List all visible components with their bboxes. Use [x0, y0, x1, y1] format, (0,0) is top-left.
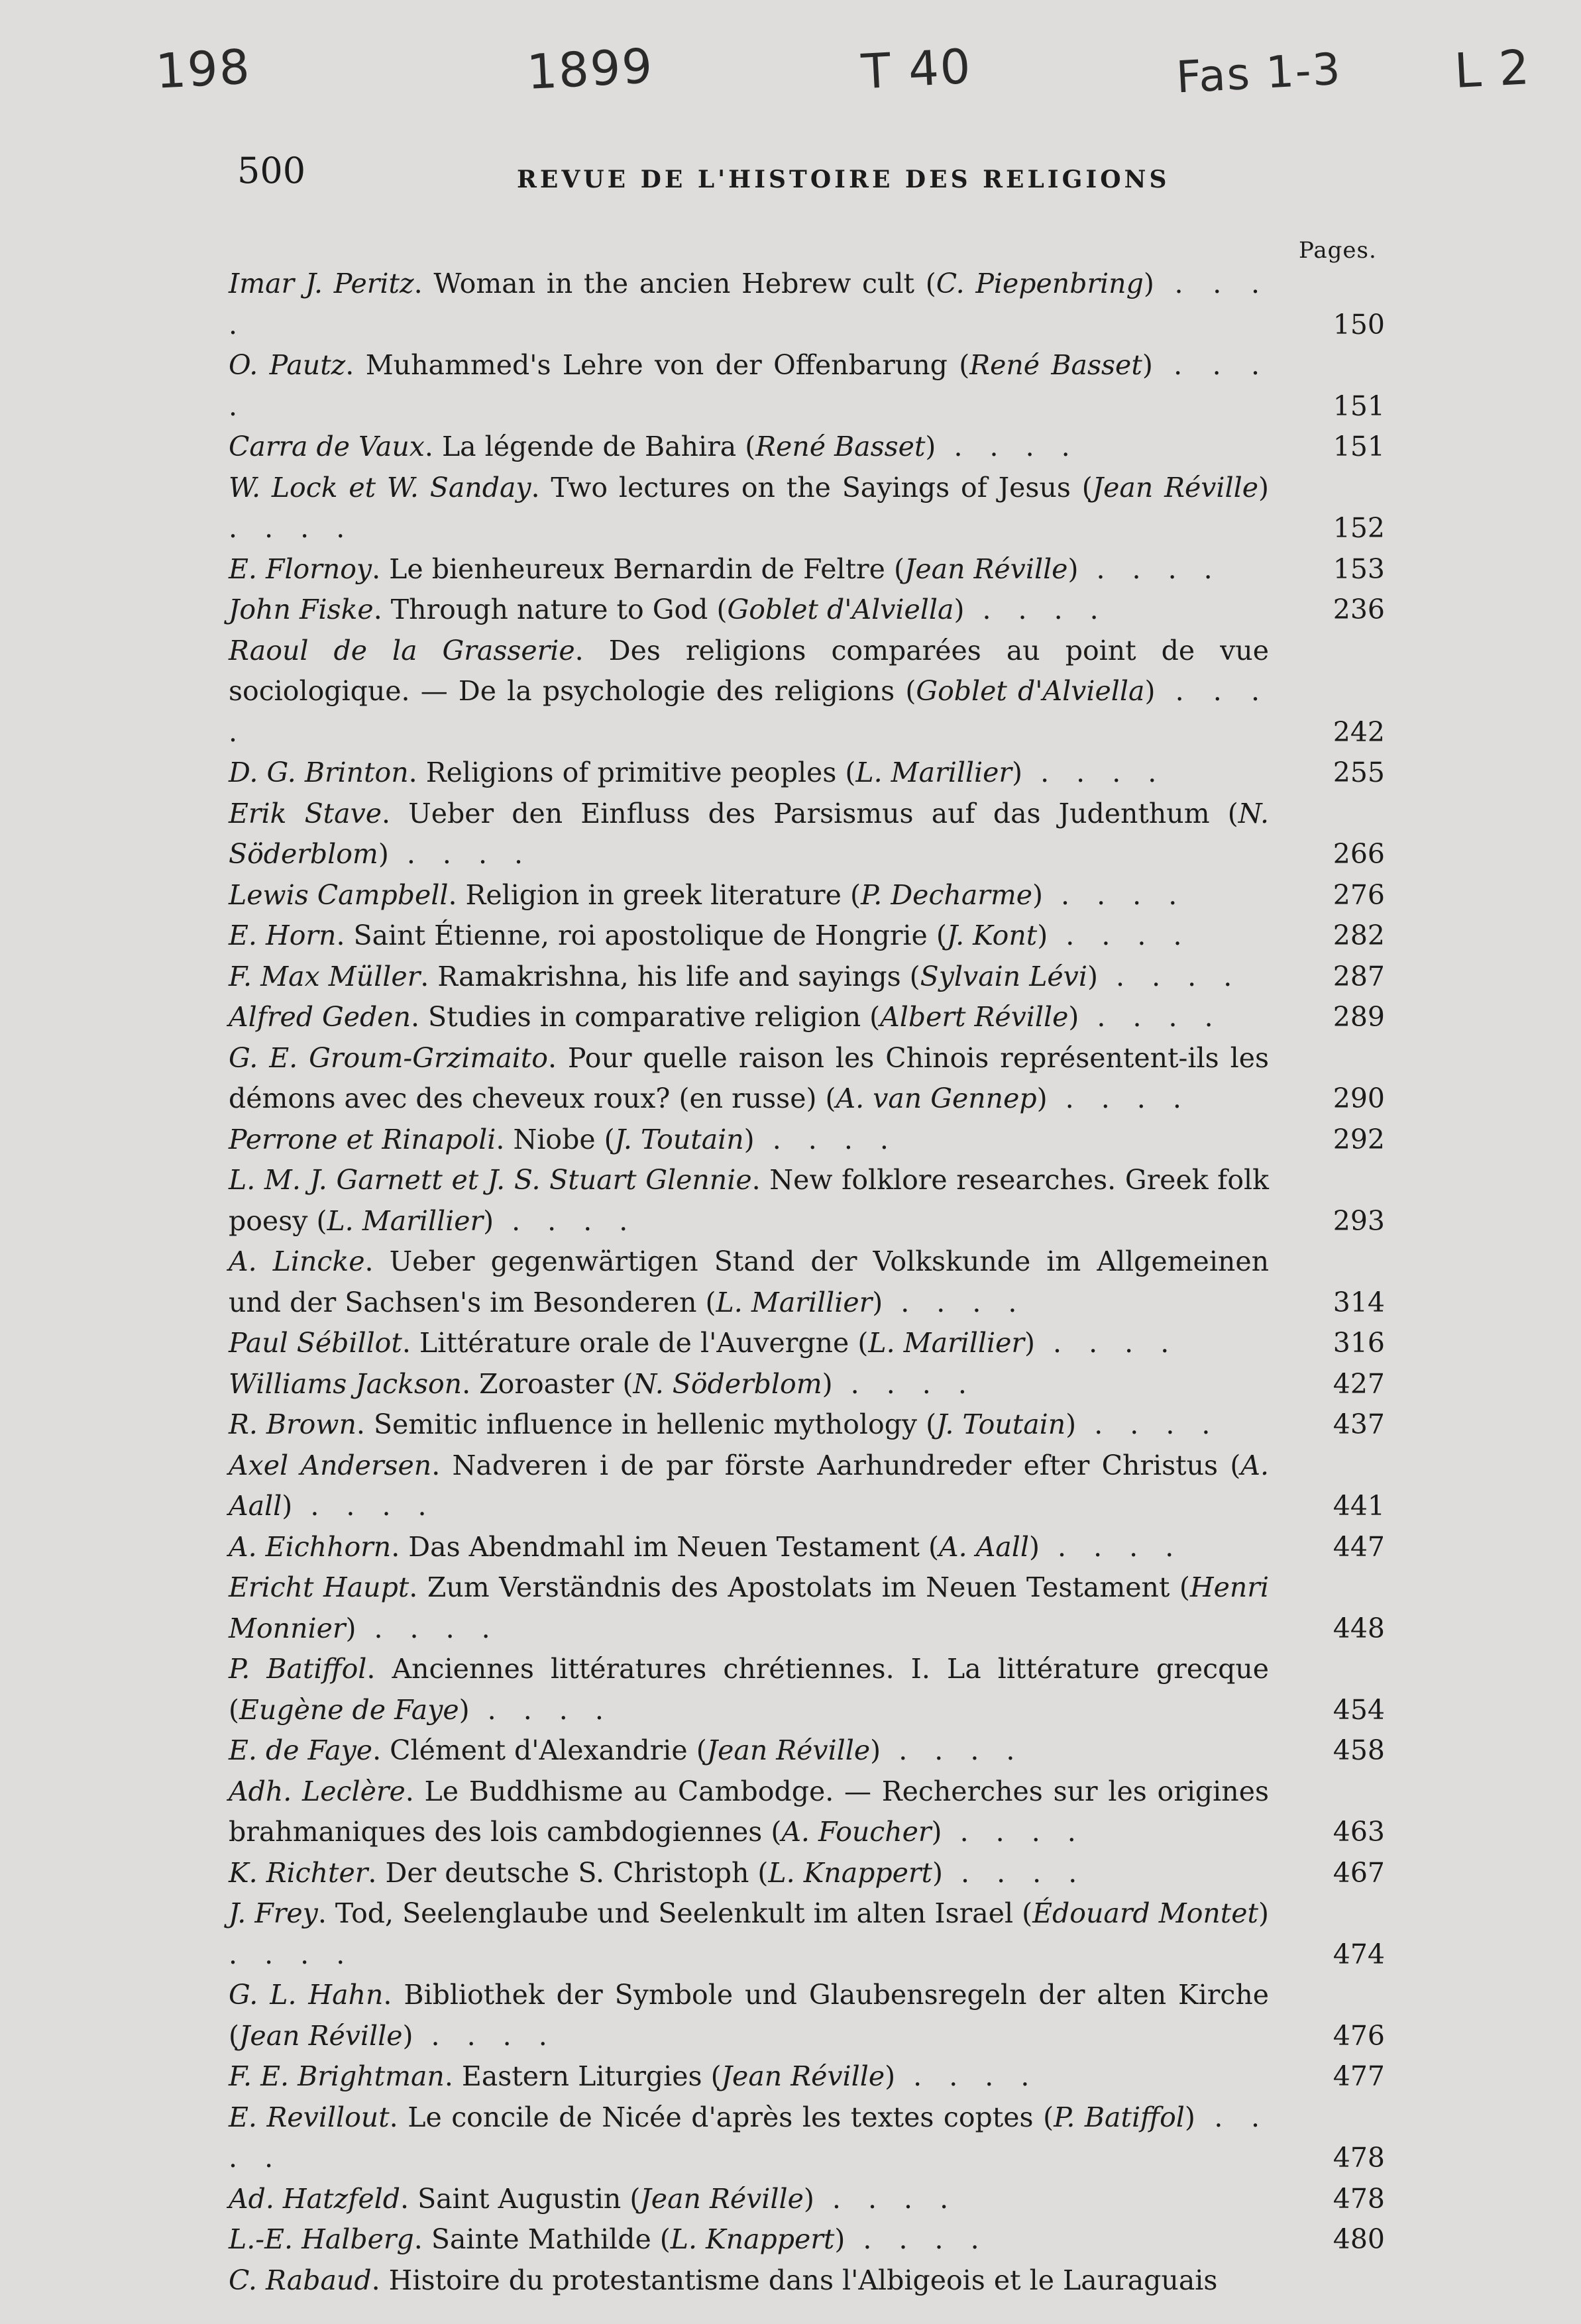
entry-text: Ad. Hatzfeld. Saint Augustin (Jean Réville) . . . .	[229, 2182, 958, 2215]
leader-dots: . . . .	[895, 2060, 1039, 2092]
entry-reviewer: Jean Réville	[706, 1734, 871, 1766]
leader-dots: . . . .	[881, 1734, 1024, 1766]
entry-author: C. Rabaud	[229, 2264, 372, 2296]
entry-title: Semitic influence in hellenic mythology	[373, 1408, 918, 1440]
entry-page: 292	[1333, 1123, 1385, 1155]
entry-author: D. G. Brinton	[229, 757, 409, 788]
index-entry	[229, 1567, 1385, 1649]
entry-page: 316	[1333, 1327, 1385, 1359]
entry-title: Religions of primitive peoples	[425, 757, 837, 788]
entry-author: R. Brown	[229, 1408, 356, 1440]
entry-page: 282	[1333, 920, 1385, 951]
entry-title: Der deutsche S. Christoph	[385, 1856, 749, 1889]
entry-text: Imar J. Peritz. Woman in the ancien Hebrew cult (C. Piepenbring) . . . .	[229, 268, 1270, 341]
entry-author: John Fiske	[229, 594, 374, 625]
index-entry	[229, 468, 1385, 549]
entry-page: 242	[1333, 715, 1385, 748]
index-entry	[229, 794, 1385, 875]
entry-author: Lewis Campbell	[229, 878, 449, 911]
leader-dots: . . . .	[754, 1123, 898, 1155]
entry-text: Williams Jackson. Zoroaster (N. Söderblom) . . . .	[229, 1367, 976, 1400]
entry-text: E. Horn. Saint Étienne, roi apostolique de Hongrie (J. Kont) . . . .	[229, 920, 1191, 951]
entry-author: Axel Andersen	[229, 1449, 432, 1481]
index-entry	[229, 264, 1385, 345]
entry-author: E. de Faye	[229, 1734, 373, 1766]
index-entry	[229, 1975, 1385, 2056]
leader-dots: . . . .	[229, 268, 1270, 341]
leader-dots: . . . .	[1043, 878, 1187, 911]
index-entry	[229, 1730, 1385, 1771]
entry-title: Ramakrishna, his life and sayings	[437, 960, 901, 992]
page-number: 500	[237, 150, 306, 191]
entry-title: Sainte Mathilde	[431, 2223, 651, 2255]
entry-text: F. E. Brightman. Eastern Liturgies (Jean Réville) . . . .	[229, 2060, 1039, 2092]
entry-text: Perrone et Rinapoli. Niobe (J. Toutain) . . . .	[229, 1123, 898, 1155]
entry-title: Ueber den Einfluss des Parsismus auf das Judenthum	[408, 797, 1210, 829]
leader-dots: . . . .	[1076, 1408, 1220, 1440]
entry-title: Niobe	[513, 1123, 596, 1155]
entry-text: Carra de Vaux. La légende de Bahira (René Basset) . . . .	[229, 431, 1079, 462]
entry-page: 427	[1333, 1367, 1385, 1400]
entry-title: Zoroaster	[479, 1367, 614, 1400]
entry-reviewer: A. van Gennep	[836, 1083, 1037, 1114]
leader-dots: . . . .	[1047, 1083, 1191, 1114]
leader-dots: . . . .	[229, 675, 1269, 748]
leader-dots: . . . .	[388, 838, 533, 870]
leader-dots: . . . .	[814, 2182, 958, 2215]
entry-page: 478	[1333, 2142, 1385, 2174]
leader-dots: . . . .	[943, 1856, 1087, 1889]
entry-reviewer: C. Piepenbring	[936, 268, 1144, 299]
entry-page: 454	[1333, 1693, 1385, 1726]
leader-dots: . . . .	[494, 1204, 637, 1237]
index-entry	[229, 2260, 1385, 2301]
entry-text: W. Lock et W. Sanday. Two lectures on the Sayings of Jesus (Jean Réville) . . . .	[229, 471, 1270, 544]
entry-text: C. Rabaud. Histoire du protestantisme dans l'Albigeois et le Lauraguais	[229, 2264, 1218, 2296]
entry-author: K. Richter	[229, 1856, 368, 1889]
leader-dots: . . . .	[942, 1816, 1085, 1848]
leader-dots: . . . .	[229, 349, 1270, 422]
entry-author: W. Lock et W. Sanday	[229, 471, 531, 503]
entry-text: P. Batiffol. Anciennes littératures chrétiennes. I. La littérature grecque (Eugène de Faye) . . . .	[229, 1653, 1269, 1726]
leader-dots: . . . .	[229, 512, 354, 544]
entry-page: 151	[1333, 431, 1385, 462]
leader-dots: . . . .	[1035, 1327, 1179, 1359]
entry-page: 293	[1333, 1204, 1385, 1237]
entry-title: Le concile de Nicée d'après les textes coptes	[408, 2101, 1034, 2133]
entry-author: Adh. Leclère	[229, 1775, 406, 1807]
leader-dots: . . . .	[413, 2019, 557, 2052]
entry-author: L.-E. Halberg	[229, 2223, 414, 2255]
entry-page: 441	[1333, 1490, 1385, 1522]
entry-title: Des religions comparées au point de vue sociologique. — De la psychologie des religions	[229, 634, 1269, 707]
entry-title: Das Abendmahl im Neuen Testament	[408, 1530, 920, 1563]
index-entry	[229, 590, 1385, 631]
leader-dots: . . . .	[469, 1693, 613, 1726]
entry-reviewer: P. Batiffol	[1054, 2101, 1185, 2133]
entry-text: Paul Sébillot. Littérature orale de l'Auvergne (L. Marillier) . . . .	[229, 1327, 1179, 1359]
entry-page: 474	[1333, 1938, 1385, 1970]
entry-reviewer: J. Toutain	[936, 1408, 1066, 1440]
entry-page: 437	[1333, 1408, 1385, 1440]
index-entry	[229, 2179, 1385, 2220]
entry-author: Paul Sébillot	[229, 1327, 402, 1359]
entry-title: Saint Étienne, roi apostolique de Hongrie	[353, 920, 928, 951]
entry-title: Through nature to God	[390, 594, 708, 625]
entry-text: F. Max Müller. Ramakrishna, his life and sayings (Sylvain Lévi) . . . .	[229, 960, 1242, 992]
entry-author: E. Revillout	[229, 2101, 390, 2133]
entry-text: E. de Faye. Clément d'Alexandrie (Jean Réville) . . . .	[229, 1734, 1024, 1766]
entry-text: Lewis Campbell. Religion in greek literature (P. Decharme) . . . .	[229, 878, 1187, 911]
leader-dots: . . . .	[845, 2223, 989, 2255]
leader-dots: . . . .	[1078, 553, 1222, 585]
entry-page: 153	[1333, 553, 1385, 585]
entry-reviewer: L. Knappert	[768, 1856, 933, 1889]
entry-author: Ericht Haupt	[229, 1571, 409, 1603]
entry-author: L. M. J. Garnett et J. S. Stuart Glennie	[229, 1164, 752, 1196]
entry-reviewer: A. Aall	[229, 1449, 1269, 1522]
index-entry	[229, 1446, 1385, 1527]
entry-title: Tod, Seelenglaube und Seelenkult im alten Israel	[335, 1897, 1014, 1929]
entry-page: 447	[1333, 1530, 1385, 1563]
entry-reviewer: Édouard Montet	[1032, 1897, 1259, 1929]
index-entry	[229, 753, 1385, 794]
index-entry	[229, 2056, 1385, 2097]
entry-reviewer: Jean Réville	[239, 2019, 403, 2052]
entry-page: 266	[1333, 838, 1385, 870]
entry-reviewer: Jean Réville	[721, 2060, 885, 2092]
entry-title: Littérature orale de l'Auvergne	[419, 1327, 849, 1359]
entry-author: A. Eichhorn	[229, 1530, 392, 1563]
leader-dots: . . . .	[1079, 1001, 1223, 1033]
entry-page: 314	[1333, 1286, 1385, 1318]
index-entry	[229, 631, 1385, 753]
entry-author: E. Horn	[229, 920, 337, 951]
entry-page: 477	[1333, 2060, 1385, 2092]
index-entry	[229, 1323, 1385, 1364]
entry-reviewer: Jean Réville	[1092, 471, 1259, 503]
entry-page: 150	[1333, 308, 1385, 341]
index-entry	[229, 875, 1385, 916]
entry-text: Axel Andersen. Nadveren i de par förste Aarhundreder efter Christus (A. Aall) . . . .	[229, 1449, 1269, 1522]
entry-text: E. Revillout. Le concile de Nicée d'après les textes coptes (P. Batiffol) . . . .	[229, 2101, 1269, 2174]
entry-author: Raoul de la Grasserie	[229, 634, 575, 666]
entry-title: Eastern Liturgies	[461, 2060, 702, 2092]
leader-dots: . . . .	[832, 1367, 976, 1400]
entry-reviewer: Henri Monnier	[229, 1571, 1269, 1644]
entry-title: La légende de Bahira	[441, 431, 737, 462]
entry-title: Bibliothek der Symbole und Glaubensregeln der alten Kirche	[404, 1979, 1269, 2011]
entry-reviewer: A. Foucher	[781, 1816, 932, 1848]
entry-reviewer: Goblet d'Alviella	[916, 675, 1145, 707]
entry-text: John Fiske. Through nature to God (Goblet d'Alviella) . . . .	[229, 594, 1108, 625]
index-entry	[229, 1120, 1385, 1161]
entry-reviewer: L. Marillier	[327, 1204, 484, 1237]
entry-page: 480	[1333, 2223, 1385, 2255]
entry-author: A. Lincke	[229, 1245, 365, 1277]
entry-text: L.-E. Halberg. Sainte Mathilde (L. Knappert) . . . .	[229, 2223, 989, 2255]
index-entry	[229, 1771, 1385, 1853]
entry-text: Erik Stave. Ueber den Einfluss des Parsismus auf das Judenthum (N. Söderblom) . . . .	[229, 797, 1269, 870]
entry-reviewer: Jean Réville	[904, 553, 1068, 585]
entry-reviewer: L. Marillier	[868, 1327, 1024, 1359]
entry-text: Raoul de la Grasserie. Des religions comparées au point de vue sociologique. — De la psychologie des religions (Goblet d'Alviella) . . . .	[229, 634, 1269, 748]
entry-author: O. Pautz	[229, 349, 346, 381]
entry-reviewer: Goblet d'Alviella	[727, 594, 954, 625]
leader-dots: . . . .	[964, 594, 1108, 625]
entry-author: J. Frey	[229, 1897, 318, 1929]
handwritten-note-5: L 2	[1452, 39, 1532, 99]
entry-reviewer: L. Marillier	[855, 757, 1012, 788]
entry-title: Le bienheureux Bernardin de Feltre	[389, 553, 885, 585]
index-entry	[229, 2219, 1385, 2260]
entry-reviewer: P. Decharme	[860, 878, 1033, 911]
index-entry	[229, 957, 1385, 998]
index-entry	[229, 1160, 1385, 1241]
entry-title: Histoire du protestantisme dans l'Albigeois et le Lauraguais	[388, 2264, 1218, 2296]
entry-text: E. Flornoy. Le bienheureux Bernardin de Feltre (Jean Réville) . . . .	[229, 553, 1222, 585]
entry-author: Perrone et Rinapoli	[229, 1123, 496, 1155]
index-entry	[229, 1893, 1385, 1975]
leader-dots: . . . .	[1039, 1530, 1183, 1563]
leader-dots: . . . .	[936, 431, 1079, 462]
index-entry	[229, 2097, 1385, 2179]
leader-dots: . . . .	[1022, 757, 1166, 788]
index-entry	[229, 1853, 1385, 1894]
index-entries	[229, 264, 1385, 2301]
entry-author: Imar J. Peritz	[229, 268, 414, 299]
entry-reviewer: René Basset	[755, 431, 926, 462]
entry-page: 152	[1333, 512, 1385, 544]
entry-page: 236	[1333, 594, 1385, 625]
leader-dots: . . . .	[229, 1938, 354, 1970]
entry-title: Clément d'Alexandrie	[390, 1734, 688, 1766]
entry-reviewer: Eugène de Faye	[239, 1693, 459, 1726]
entry-page: 287	[1333, 960, 1385, 992]
entry-page: 476	[1333, 2019, 1385, 2052]
entry-page: 289	[1333, 1001, 1385, 1033]
entry-reviewer: L. Knappert	[670, 2223, 835, 2255]
index-entry	[229, 997, 1385, 1038]
entry-title: Nadveren i de par förste Aarhundreder efter Christus	[452, 1449, 1219, 1481]
entry-reviewer: Jean Réville	[640, 2182, 804, 2215]
pages-column-header: Pages.	[1299, 237, 1377, 264]
entry-page: 290	[1333, 1083, 1385, 1114]
entry-author: G. L. Hahn	[229, 1979, 384, 2011]
entry-author: Erik Stave	[229, 797, 382, 829]
entry-text: J. Frey. Tod, Seelenglaube und Seelenkult im alten Israel (Édouard Montet) . . . .	[229, 1897, 1270, 1970]
entry-reviewer: René Basset	[969, 349, 1142, 381]
entry-page: 448	[1333, 1612, 1385, 1644]
entry-author: Alfred Geden	[229, 1001, 411, 1033]
entry-author: G. E. Groum-Grzimaito	[229, 1041, 548, 1074]
entry-title: Studies in comparative religion	[428, 1001, 861, 1033]
entry-text: Alfred Geden. Studies in comparative religion (Albert Réville) . . . .	[229, 1001, 1223, 1033]
leader-dots: . . . .	[1097, 960, 1242, 992]
entry-reviewer: L. Marillier	[716, 1286, 873, 1318]
entry-text: A. Lincke. Ueber gegenwärtigen Stand der Volkskunde im Allgemeinen und der Sachsen's im Besonderen (L. Marillier) . . . .	[229, 1245, 1270, 1318]
entry-title: Two lectures on the Sayings of Jesus	[551, 471, 1071, 503]
leader-dots: . . . .	[229, 2101, 1269, 2174]
entry-text: Ericht Haupt. Zum Verständnis des Apostolats im Neuen Testament (Henri Monnier) . . . .	[229, 1571, 1269, 1644]
entry-text: R. Brown. Semitic influence in hellenic mythology (J. Toutain) . . . .	[229, 1408, 1220, 1440]
entry-text: K. Richter. Der deutsche S. Christoph (L. Knappert) . . . .	[229, 1856, 1087, 1889]
entry-page: 467	[1333, 1856, 1385, 1889]
entry-reviewer: J. Toutain	[614, 1123, 744, 1155]
index-entry	[229, 1527, 1385, 1568]
handwritten-note-4: Fas 1-3	[1175, 43, 1343, 103]
handwritten-note-3: T 40	[859, 38, 973, 100]
entry-author: E. Flornoy	[229, 553, 372, 585]
entry-reviewer: N. Söderblom	[229, 797, 1269, 870]
entry-page: 151	[1333, 390, 1385, 422]
handwritten-note-1: 198	[154, 38, 252, 99]
entry-page: 478	[1333, 2182, 1385, 2215]
entry-title: Ueber gegenwärtigen Stand der Volkskunde im Allgemeinen und der Sachsen's im Besonderen	[229, 1245, 1270, 1318]
index-entry	[229, 1404, 1385, 1446]
entry-text: D. G. Brinton. Religions of primitive peoples (L. Marillier) . . . .	[229, 757, 1166, 788]
leader-dots: . . . .	[1048, 920, 1191, 951]
leader-dots: . . . .	[292, 1490, 436, 1522]
index-entry	[229, 1364, 1385, 1405]
entry-title: Pour quelle raison les Chinois représentent-ils les démons avec des cheveux roux? (en russe)	[229, 1041, 1269, 1114]
entry-page: 255	[1333, 757, 1385, 788]
leader-dots: . . . .	[356, 1612, 500, 1644]
entry-text: A. Eichhorn. Das Abendmahl im Neuen Testament (A. Aall) . . . .	[229, 1530, 1183, 1563]
entry-title: Woman in the ancien Hebrew cult	[433, 268, 914, 299]
index-entry	[229, 1241, 1385, 1323]
entry-title: Saint Augustin	[417, 2182, 622, 2215]
leader-dots: . . . .	[883, 1286, 1026, 1318]
entry-text: G. E. Groum-Grzimaito. Pour quelle raison les Chinois représentent-ils les démons avec des cheveux roux? (en russe) (A. van Gennep) . . . .	[229, 1041, 1269, 1114]
index-entry	[229, 1649, 1385, 1730]
entry-reviewer: J. Kont	[946, 920, 1038, 951]
entry-author: P. Batiffol	[229, 1653, 367, 1685]
index-entry	[229, 549, 1385, 590]
entry-reviewer: N. Söderblom	[633, 1367, 822, 1400]
entry-reviewer: Albert Réville	[880, 1001, 1069, 1033]
entry-author: F. E. Brightman	[229, 2060, 445, 2092]
entry-author: Williams Jackson	[229, 1367, 463, 1400]
handwritten-note-2: 1899	[525, 38, 655, 100]
index-entry	[229, 345, 1385, 427]
index-entry	[229, 427, 1385, 468]
entry-title: New folklore researches. Greek folk poesy	[229, 1164, 1270, 1237]
entry-title: Le Buddhisme au Cambodge. — Recherches sur les origines brahmaniques des lois cambdogiennes	[229, 1775, 1269, 1848]
entry-title: Muhammed's Lehre von der Offenbarung	[365, 349, 948, 381]
entry-title: Zum Verständnis des Apostolats im Neuen Testament	[427, 1571, 1170, 1603]
running-title: REVUE DE L'HISTOIRE DES RELIGIONS	[517, 166, 1170, 193]
entry-author: Carra de Vaux	[229, 431, 425, 462]
entry-reviewer: A. Aall	[939, 1530, 1029, 1563]
entry-author: F. Max Müller	[229, 960, 421, 992]
entry-page: 458	[1333, 1734, 1385, 1766]
entry-title: Religion in greek literature	[465, 878, 842, 911]
entry-title: Anciennes littératures chrétiennes. I. La littérature grecque	[392, 1653, 1269, 1685]
entry-text: G. L. Hahn. Bibliothek der Symbole und Glaubensregeln der alten Kirche (Jean Réville) . . . .	[229, 1979, 1269, 2052]
entry-text: Adh. Leclère. Le Buddhisme au Cambodge. — Recherches sur les origines brahmaniques des lois cambdogiennes (A. Foucher) . . . .	[229, 1775, 1269, 1848]
index-entry	[229, 916, 1385, 957]
entry-page: 463	[1333, 1816, 1385, 1848]
entry-reviewer: Sylvain Lévi	[920, 960, 1087, 992]
entry-text: O. Pautz. Muhammed's Lehre von der Offenbarung (René Basset) . . . .	[229, 349, 1270, 422]
index-entry	[229, 1038, 1385, 1120]
entry-text: L. M. J. Garnett et J. S. Stuart Glennie. New folklore researches. Greek folk poesy (L. Marillier) . . . .	[229, 1164, 1270, 1237]
entry-page: 276	[1333, 878, 1385, 911]
entry-author: Ad. Hatzfeld	[229, 2182, 400, 2215]
